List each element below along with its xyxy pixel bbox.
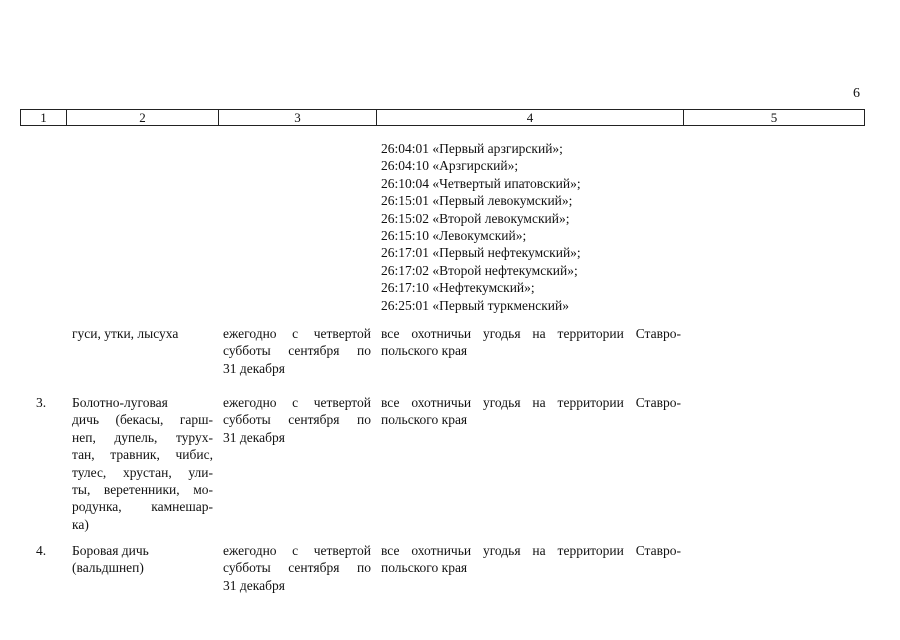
game-line: (вальдшнеп) — [72, 560, 144, 576]
period-line: ежегодно с четвертой — [223, 395, 371, 410]
period-line: ежегодно с четвертой — [223, 326, 371, 341]
header-col-4: 4 — [377, 110, 684, 125]
page-number: 6 — [853, 86, 860, 101]
territory-line: польского края — [381, 412, 468, 428]
row-number: 3. — [36, 395, 47, 410]
game-line: ка) — [72, 516, 89, 532]
hunting-areas-list — [381, 140, 681, 314]
territory-line: все охотничьи угодья на территории Ставро- — [381, 326, 681, 341]
period-line: субботы сентября по — [223, 560, 371, 576]
period-line: 31 декабря — [223, 360, 285, 376]
game-species — [72, 325, 213, 342]
territory-line: все охотничьи угодья на территории Ставро- — [381, 395, 681, 410]
period-line: ежегодно с четвертой — [223, 543, 371, 558]
hunting-area-item: 26:15:02 «Второй левокумский»; — [381, 210, 570, 226]
territory-line: польского края — [381, 560, 468, 576]
header-col-1: 1 — [21, 110, 67, 125]
game-species — [72, 542, 213, 577]
territory-line: все охотничьи угодья на территории Ставро- — [381, 543, 681, 558]
hunting-area-item: 26:17:01 «Первый нефтекумский»; — [381, 245, 581, 261]
game-line: тан, травник, чибис, — [72, 447, 213, 463]
hunting-period — [223, 542, 371, 594]
hunting-territory — [381, 325, 681, 360]
game-line: Болотно-луговая — [72, 395, 168, 410]
game-line: Боровая дичь — [72, 543, 149, 558]
period-line: субботы сентября по — [223, 343, 371, 359]
hunting-area-item: 26:04:10 «Арзгирский»; — [381, 158, 519, 174]
table-header-row — [20, 109, 865, 126]
period-line: 31 декабря — [223, 429, 285, 445]
game-line: гуси, утки, лысуха — [72, 326, 179, 341]
hunting-territory — [381, 394, 681, 429]
game-line: ты, веретенники, мо- — [72, 482, 213, 498]
row-number: 4. — [36, 543, 47, 558]
hunting-area-item: 26:15:10 «Левокумский»; — [381, 228, 527, 244]
period-line: субботы сентября по — [223, 412, 371, 428]
hunting-period — [223, 394, 371, 446]
hunting-area-item: 26:17:10 «Нефтекумский»; — [381, 280, 535, 296]
header-col-2: 2 — [67, 110, 219, 125]
game-line: неп, дупель, турух- — [72, 429, 213, 445]
header-col-3: 3 — [219, 110, 377, 125]
hunting-area-item: 26:10:04 «Четвертый ипатовский»; — [381, 175, 581, 191]
header-col-5: 5 — [770, 110, 778, 125]
game-line: родунка, камнешар- — [72, 499, 213, 515]
hunting-area-item: 26:04:01 «Первый арзгирский»; — [381, 141, 563, 156]
game-line: дичь (бекасы, гарш- — [72, 412, 213, 428]
hunting-area-item: 26:25:01 «Первый туркменский» — [381, 297, 569, 313]
hunting-area-item: 26:15:01 «Первый левокумский»; — [381, 193, 573, 209]
hunting-period — [223, 325, 371, 377]
period-line: 31 декабря — [223, 577, 285, 593]
hunting-area-item: 26:17:02 «Второй нефтекумский»; — [381, 262, 578, 278]
game-species — [72, 394, 213, 533]
game-line: тулес, хрустан, ули- — [72, 464, 213, 480]
territory-line: польского края — [381, 343, 468, 359]
hunting-territory — [381, 542, 681, 577]
